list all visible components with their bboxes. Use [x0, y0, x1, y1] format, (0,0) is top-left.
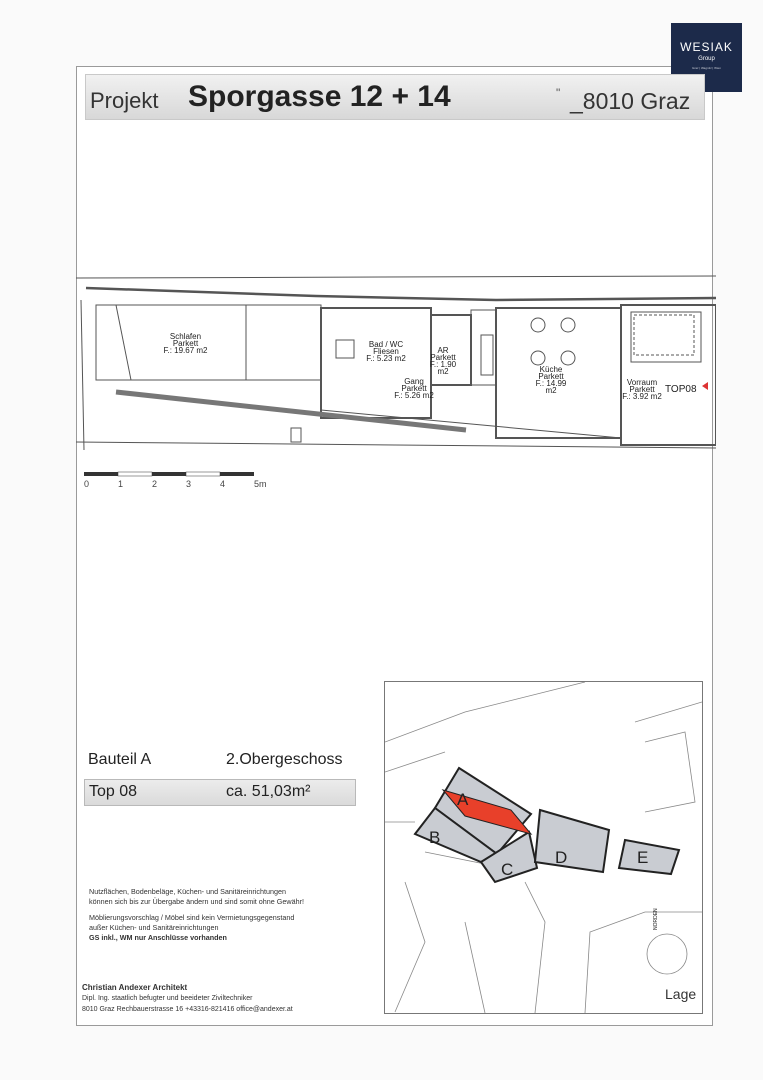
building-e: [619, 840, 679, 874]
room-floor: Parkett: [172, 339, 199, 348]
room-name: Vorraum: [626, 378, 658, 387]
note-line: Nutzflächen, Bodenbeläge, Küchen- und Sanitäreinrichtungen: [89, 887, 286, 896]
room-name: AR: [437, 346, 449, 355]
room-label-kueche: [530, 366, 572, 394]
project-prefix: Projekt: [90, 88, 159, 113]
building-d: [535, 810, 609, 872]
room-floor: Parkett: [538, 372, 564, 381]
room-name: Schlafen: [169, 332, 202, 341]
site-plan: [384, 681, 703, 1014]
logo-sub: Group: [698, 56, 715, 62]
room-label-bad: [362, 341, 410, 362]
header-mark: ": [556, 86, 561, 100]
room-name: Gang: [404, 377, 424, 386]
room-floor: Parkett: [430, 353, 456, 362]
logo-brand: WESIAK: [680, 40, 733, 54]
scale-label: 4: [220, 479, 226, 489]
label-building-a: A: [457, 790, 469, 809]
room-floor: Parkett: [629, 385, 655, 394]
room-area: F.: 3.92 m2: [622, 392, 662, 401]
architect-address: 8010 Graz Rechbauerstrasse 16 +43316-821416 office@andexer.at: [82, 1006, 293, 1013]
scale-label: 0: [84, 479, 90, 489]
room-label-schlafen: [163, 333, 208, 354]
label-building-e: E: [637, 848, 649, 867]
room-area: F.: 1.90 m2: [429, 360, 457, 376]
unit-area: ca. 51,03m²: [226, 783, 311, 800]
room-floor: Fliesen: [373, 347, 399, 356]
room-area: F.: 5.23 m2: [366, 354, 406, 363]
architect-name: Christian Andexer Architekt: [82, 983, 188, 992]
scale-label: 3: [186, 479, 192, 489]
label-building-b: B: [429, 828, 441, 847]
logo-tagline: Graz | Wagnitz | Wien: [692, 66, 721, 70]
floor-level: 2.Obergeschoss: [226, 751, 343, 768]
top-number: Top 08: [89, 783, 138, 800]
project-name: Sporgasse 12 + 14: [188, 80, 451, 113]
unit-marker: TOP08: [665, 384, 697, 395]
bauteil-label: Bauteil A: [88, 751, 152, 768]
scale-label: 1: [118, 479, 124, 489]
label-building-d: D: [555, 848, 568, 867]
scale-label: 2: [152, 479, 158, 489]
note-line: außer Küchen- und Sanitäreinrichtungen: [89, 923, 219, 932]
scale-label: 5m: [254, 479, 267, 489]
north-arrow-label: NORDEN: [653, 908, 659, 930]
floor-plan: [76, 270, 716, 465]
room-name: Küche: [539, 365, 563, 374]
room-area: F.: 14.99 m2: [535, 379, 567, 395]
note-line: GS inkl., WM nur Anschlüsse vorhanden: [89, 933, 227, 942]
note-line: können sich bis zur Übergabe ändern und sind somit ohne Gewähr!: [89, 897, 304, 906]
room-label-vorraum: [622, 379, 662, 400]
room-label-gang: [394, 378, 434, 399]
scale-bar: [84, 470, 264, 478]
disclaimer-notes: [89, 887, 379, 943]
room-name: Bad / WC: [368, 340, 404, 349]
room-label-ar: [426, 347, 460, 375]
label-building-c: C: [501, 860, 514, 879]
site-caption: Lage: [665, 986, 697, 1002]
room-area: F.: 19.67 m2: [163, 346, 208, 355]
room-floor: Parkett: [401, 384, 427, 393]
architect-info: [82, 982, 293, 1015]
note-line: Möblierungsvorschlag / Möbel sind kein Vermietungsgegenstand: [89, 913, 295, 922]
project-city: _8010 Graz: [570, 88, 691, 114]
architect-title: Dipl. Ing. staatlich befugter und beeideter Ziviltechniker: [82, 995, 253, 1002]
room-area: F.: 5.26 m2: [394, 391, 434, 400]
